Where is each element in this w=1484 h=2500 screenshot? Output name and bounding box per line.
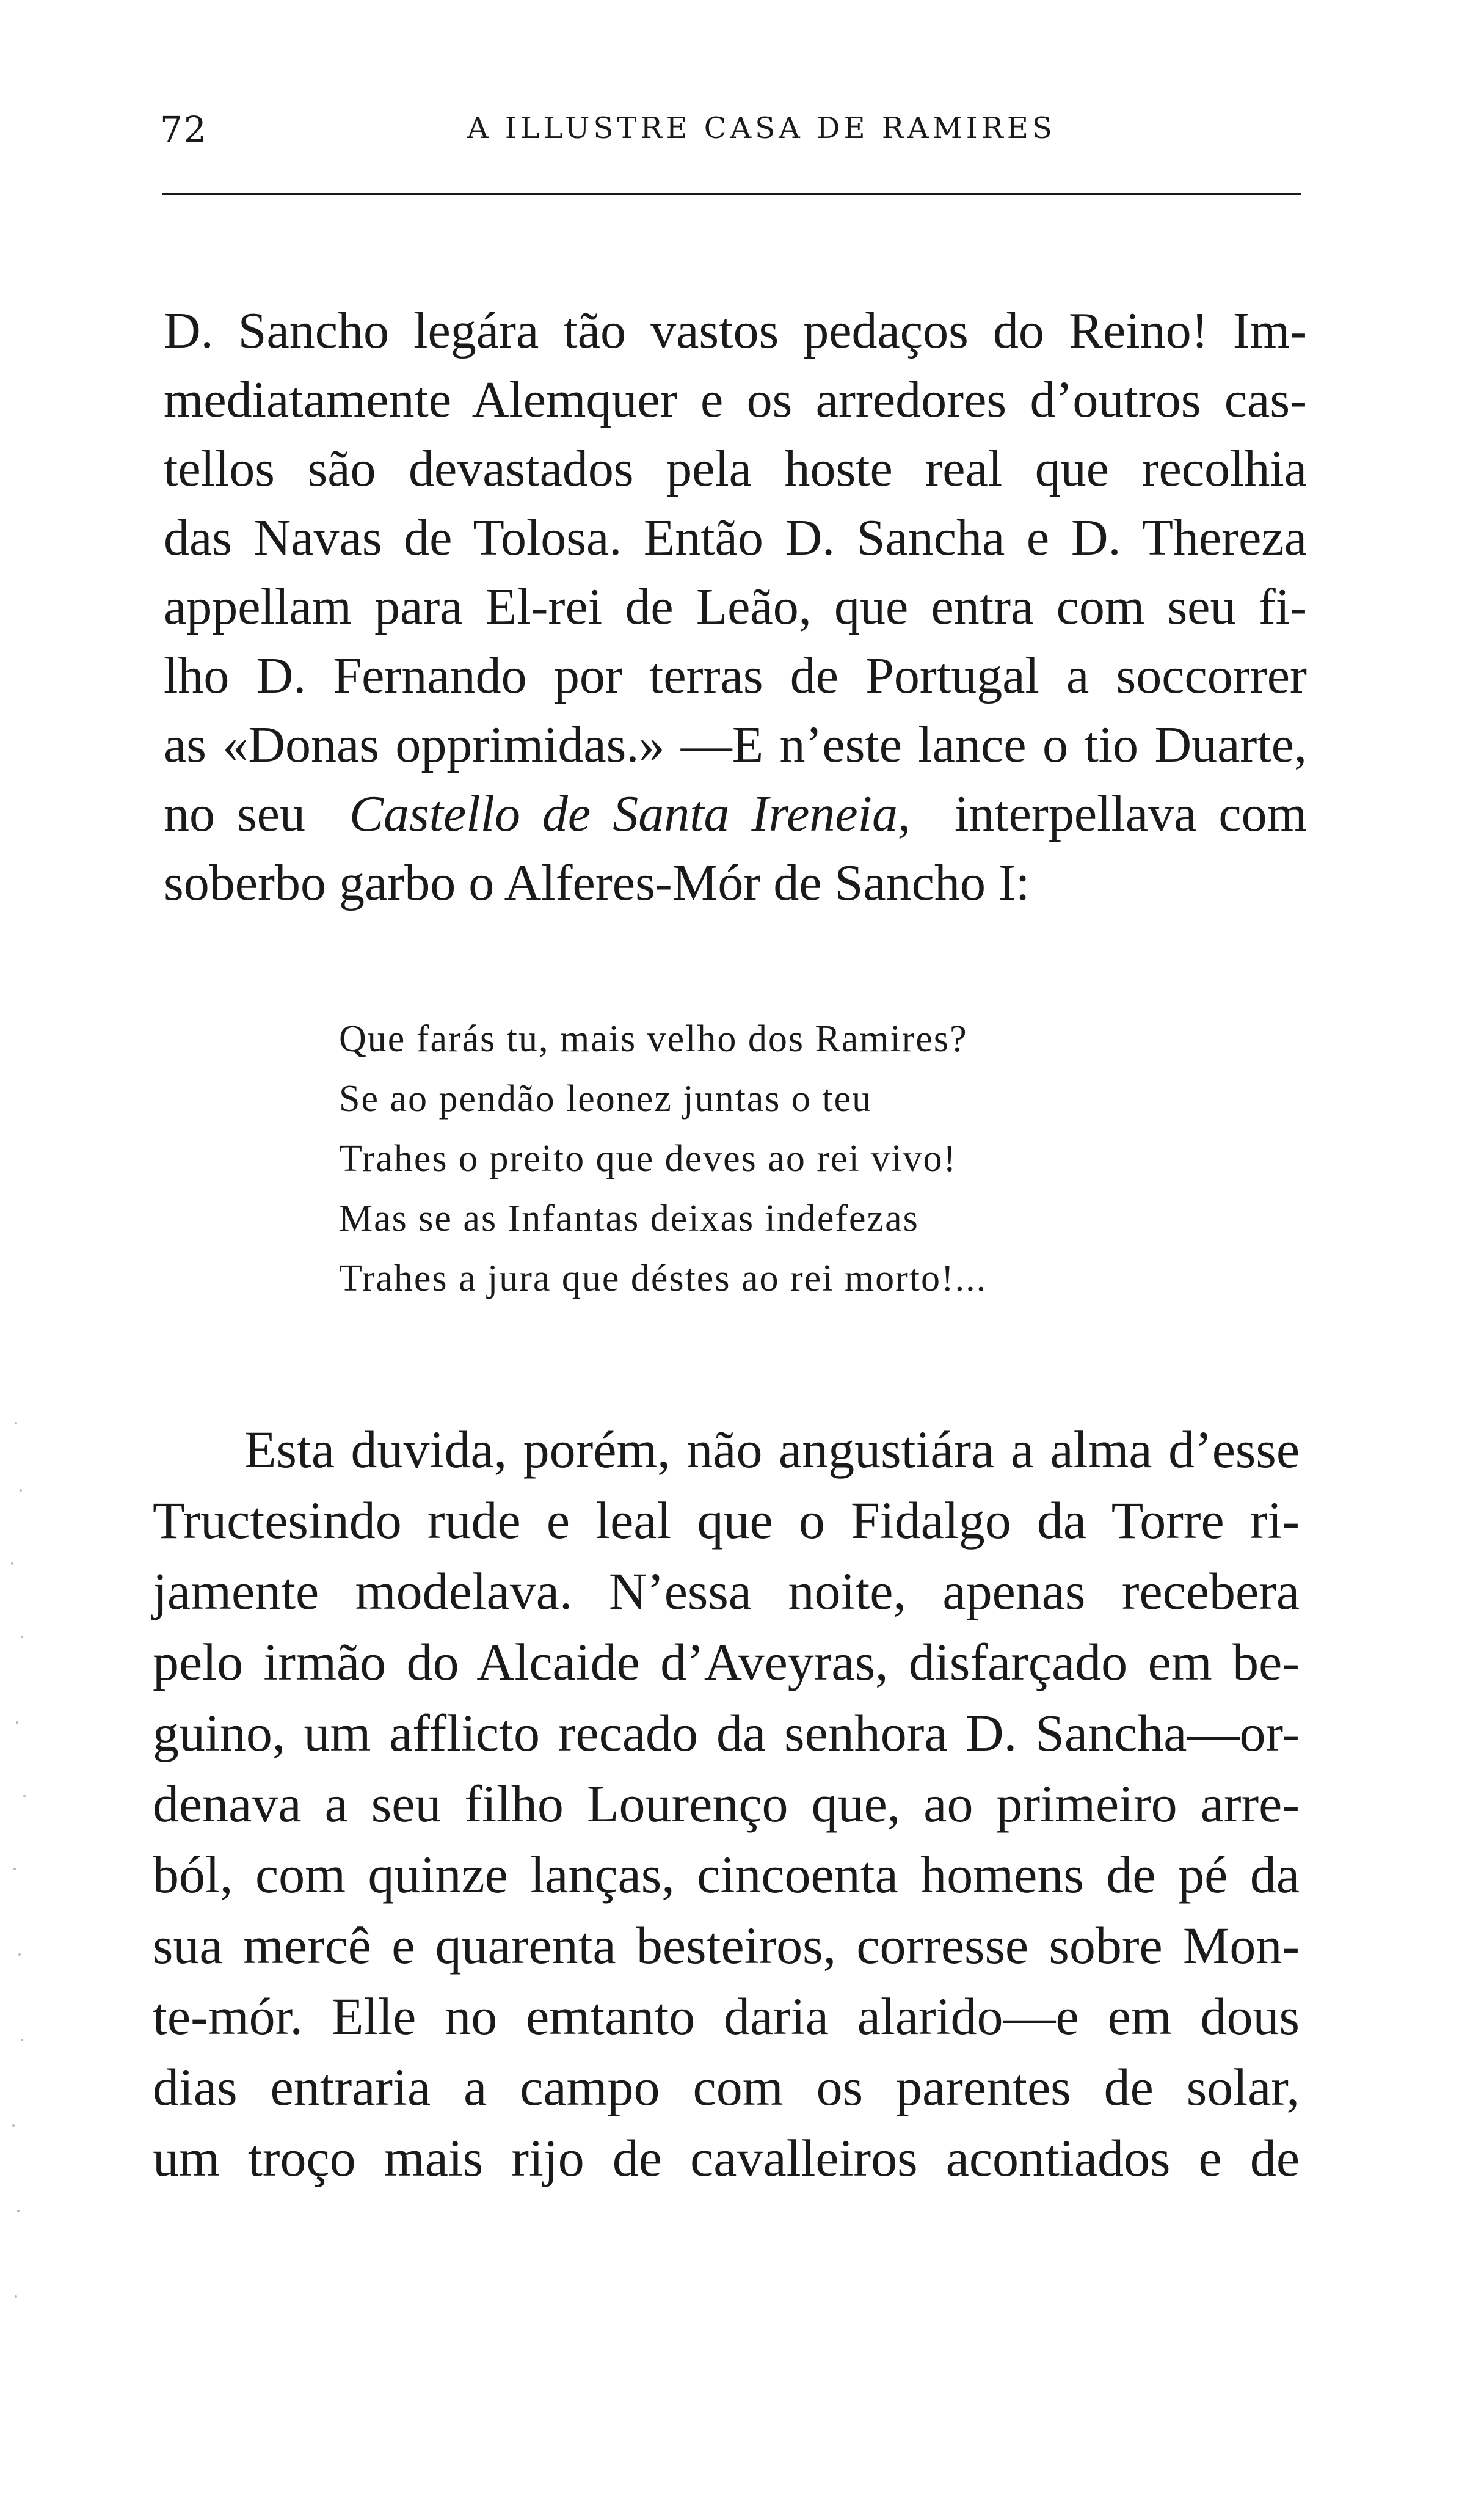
verse-line-4: Mas se as Infantas deixas indefezas [339,1198,919,1239]
running-title: A ILLUSTRE CASA DE RAMIRES [467,111,1056,145]
paragraph2-line-8: sua mercê e quarenta besteiros, corresse sobre Mon- [153,1916,1300,1975]
paragraph1-line-7: as «Donas opprimidas.» —E n’este lance o tio Duarte, [164,716,1307,773]
paragraph1-line-6: lho D. Fernando por terras de Portugal a soccorrer [164,647,1307,704]
paragraph2-line-11: um troço mais rijo de cavalleiros acontiados e de [153,2129,1300,2187]
verse-line-2: Se ao pendão leonez juntas o teu [339,1078,873,1120]
verse-line-5: Trahes a jura que déstes ao rei morto!... [339,1258,988,1299]
paragraph2-line-2: Tructesindo rude e leal que o Fidalgo da Torre ri- [153,1491,1300,1550]
paragraph1-line-8-prefix: no seu [164,785,305,842]
paragraph1-line-1: D. Sancho legára tão vastos pedaços do Reino! Im- [164,302,1307,359]
book-title-italic: Castello de Santa Ireneia, [349,785,911,842]
paragraph2-line-9: te-mór. Elle no emtanto daria alarido—e em dous [153,1987,1300,2046]
paragraph2-line-3: jamente modelava. N’essa noite, apenas recebera [153,1562,1300,1620]
paragraph1-line-4: das Navas de Tolosa. Então D. Sancha e D. Thereza [164,509,1307,566]
scan-speckles [4,1405,40,2382]
paragraph1-line-2: mediatamente Alemquer e os arredores d’outros cas- [164,371,1307,428]
paragraph2-line-7: ból, com quinze lanças, cincoenta homens de pé da [153,1845,1300,1904]
paragraph2-line-4: pelo irmão do Alcaide d’Aveyras, disfarçado em be- [153,1633,1300,1691]
paragraph2-line-10: dias entraria a campo com os parentes de solar, [153,2058,1300,2116]
paragraph2-line-6: denava a seu filho Lourenço que, ao primeiro arre- [153,1774,1300,1833]
paragraph1-line-3: tellos são devastados pela hoste real que recolhia [164,440,1307,497]
page-number: 72 [160,109,208,150]
header-rule [162,193,1301,195]
paragraph1-line-8 [164,785,1308,842]
paragraph1-line-9: soberbo garbo o Alferes-Mór de Sancho I: [164,855,1030,911]
paragraph2-line-1: Esta duvida, porém, não angustiára a alma d’esse [244,1420,1300,1479]
verse-line-1: Que farás tu, mais velho dos Ramires? [339,1018,968,1060]
paragraph1-line-8-rest: interpellava com [954,785,1308,842]
paragraph1-line-5: appellam para El-rei de Leão, que entra com seu fi- [164,578,1307,635]
paragraph2-line-5: guino, um afflicto recado da senhora D. Sancha—or- [153,1704,1300,1762]
verse-line-3: Trahes o preito que deves ao rei vivo! [339,1138,958,1179]
